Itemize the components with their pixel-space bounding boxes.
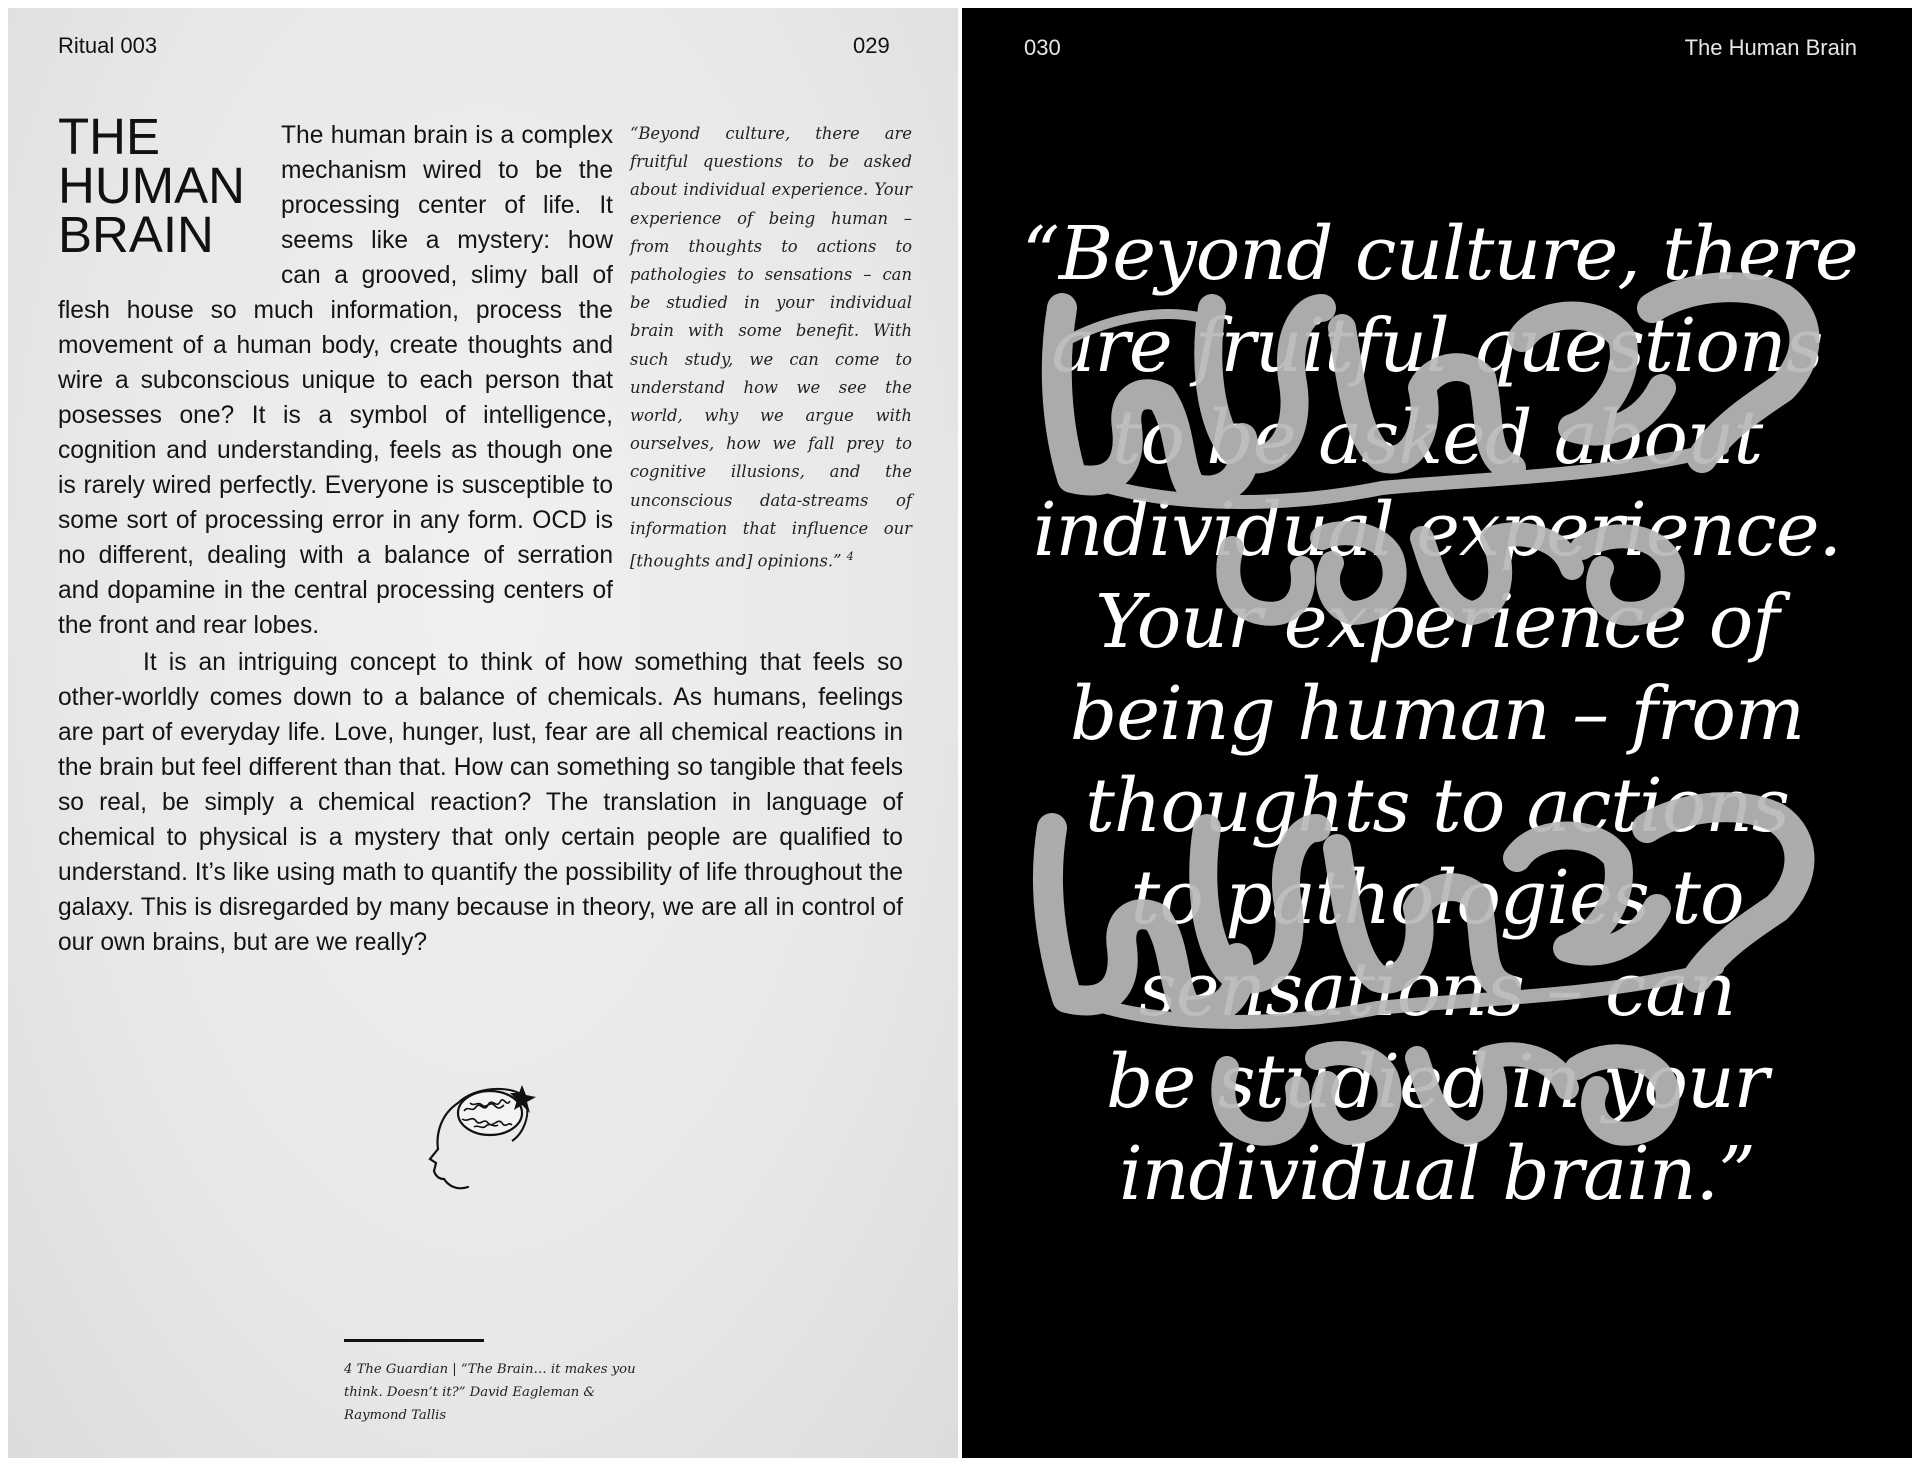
- title-line: THE: [58, 108, 160, 165]
- quote-line: thoughts to actions: [1085, 763, 1789, 849]
- quote-line: being human – from: [1069, 671, 1805, 757]
- head-brain-icon: [418, 1063, 553, 1193]
- quote-line: Your experience of: [1095, 579, 1779, 665]
- quote-line: be studied in your: [1105, 1039, 1769, 1125]
- quote-line: to pathologies to: [1130, 855, 1744, 941]
- footnote-rule: [344, 1339, 484, 1342]
- quote-line: to be asked about: [1111, 395, 1763, 481]
- paragraph-1: The human brain is a complex mechanism wired to be the processing center of life. It seems like a mystery: how can a grooved, slimy ball of flesh house so much information, process the movement of a human body, create thoughts and wire a subconscious unique to each person that posesses one? It is a symbol of intelligence, cognition and understanding, feels as though one is rarely wired perfectly. Everyone is susceptible to some sort of processing error in any form. OCD is no different, dealing with a balance of serration and dopamine in the central processing centers of the front and rear lobes.: [58, 122, 613, 639]
- title-line: BRAIN: [58, 206, 214, 263]
- footnote-ref: 4: [846, 550, 854, 564]
- body-text-block: [58, 108, 613, 643]
- running-head-left: Ritual 003: [58, 33, 158, 58]
- page-number-right: 030: [1024, 35, 1061, 60]
- side-quote-text: “Beyond culture, there are fruitful questions to be asked about individual experience. Your experience of being human – from thoughts to actions to pathologies to sensations – can be studied in your individual brain with some benefit. With such study, we can come to understand how we see the world, why we argue with ourselves, how we fall prey to cognitive illusions, and the unconscious data-streams of information that influence our [thoughts and] opinions.”: [630, 124, 912, 571]
- quote-line: sensations – can: [1138, 947, 1736, 1033]
- side-quote: [630, 120, 912, 576]
- quote-line: are fruitful questions: [1051, 303, 1823, 389]
- page-title: [58, 108, 273, 263]
- quote-line: “Beyond culture, there: [1022, 211, 1858, 297]
- paragraph-2: It is an intriguing concept to think of how something that feels so other-worldly comes down to a balance of chemicals. As humans, feelings are part of everyday life. Love, hunger, lust, fear are all chemical reactions in the brain but feel different than that. How can something so tangible that feels so real, be simply a chemical reaction? The translation in language of chemical to physical is a mystery that only certain people are qualified to understand. It’s like using math to quantify the possibility of life throughout the galaxy. This is disregarded by many because in theory, we are all in control of our own brains, but are we really?: [58, 649, 903, 956]
- running-head-right: The Human Brain: [1684, 35, 1857, 60]
- quote-line: individual brain.”: [1119, 1131, 1755, 1217]
- quote-line: individual experience.: [1032, 487, 1842, 573]
- title-line: HUMAN: [58, 157, 245, 214]
- pull-quote: [1022, 208, 1858, 1220]
- right-page: [962, 8, 1912, 1458]
- left-page: [8, 8, 958, 1458]
- footnote: 4 The Guardian | “The Brain… it makes you think. Doesn’t it?” David Eagleman & Raymond Tallis: [344, 1362, 636, 1423]
- page-number-left: 029: [853, 33, 890, 58]
